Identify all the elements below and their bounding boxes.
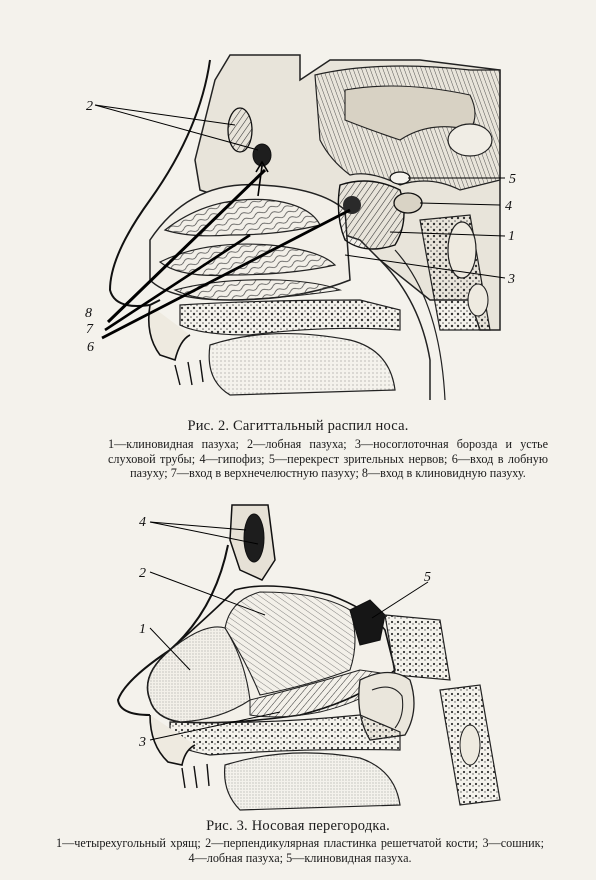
fig2-label-4: 4 <box>139 515 146 530</box>
sagittal-section-illustration <box>0 0 596 420</box>
fig2-label-5: 5 <box>424 570 431 585</box>
figure-nasal-septum <box>0 500 596 815</box>
fig2-label-3: 3 <box>139 735 146 750</box>
figure1-title: Рис. 2. Сагиттальный распил носа. <box>187 418 409 434</box>
fig1-label-3: 3 <box>508 272 515 287</box>
nasal-septum-illustration <box>0 500 596 815</box>
fig1-label-2: 2 <box>86 99 93 114</box>
fig1-label-5: 5 <box>509 172 516 187</box>
fig2-label-1: 1 <box>139 622 146 637</box>
fig1-label-8: 8 <box>85 306 92 321</box>
figure2-title: Рис. 3. Носовая перегородка. <box>206 818 390 834</box>
fig1-label-6: 6 <box>87 340 94 355</box>
figure2-legend: 1—четырехугольный хрящ; 2—перпендикулярная пластинка решетчатой кости; 3—сошник; 4—лобная пазуха; 5—клиновидная пазуха. <box>56 836 544 865</box>
figure1-legend: 1—клиновидная пазуха; 2—лобная пазуха; 3—носоглоточная борозда и устье слуховой трубы; 4—гипофиз; 5—перекрест зрительных нервов; 6—вход в лобную пазуху; 7—вход в верхнечелюстную пазуху; 8—вход в клиновидную пазуху. <box>108 437 548 480</box>
fig1-label-7: 7 <box>86 322 93 337</box>
figure-sagittal-section <box>0 0 596 420</box>
fig2-label-2: 2 <box>139 566 146 581</box>
fig1-label-4: 4 <box>505 199 512 214</box>
fig1-label-1: 1 <box>508 229 515 244</box>
